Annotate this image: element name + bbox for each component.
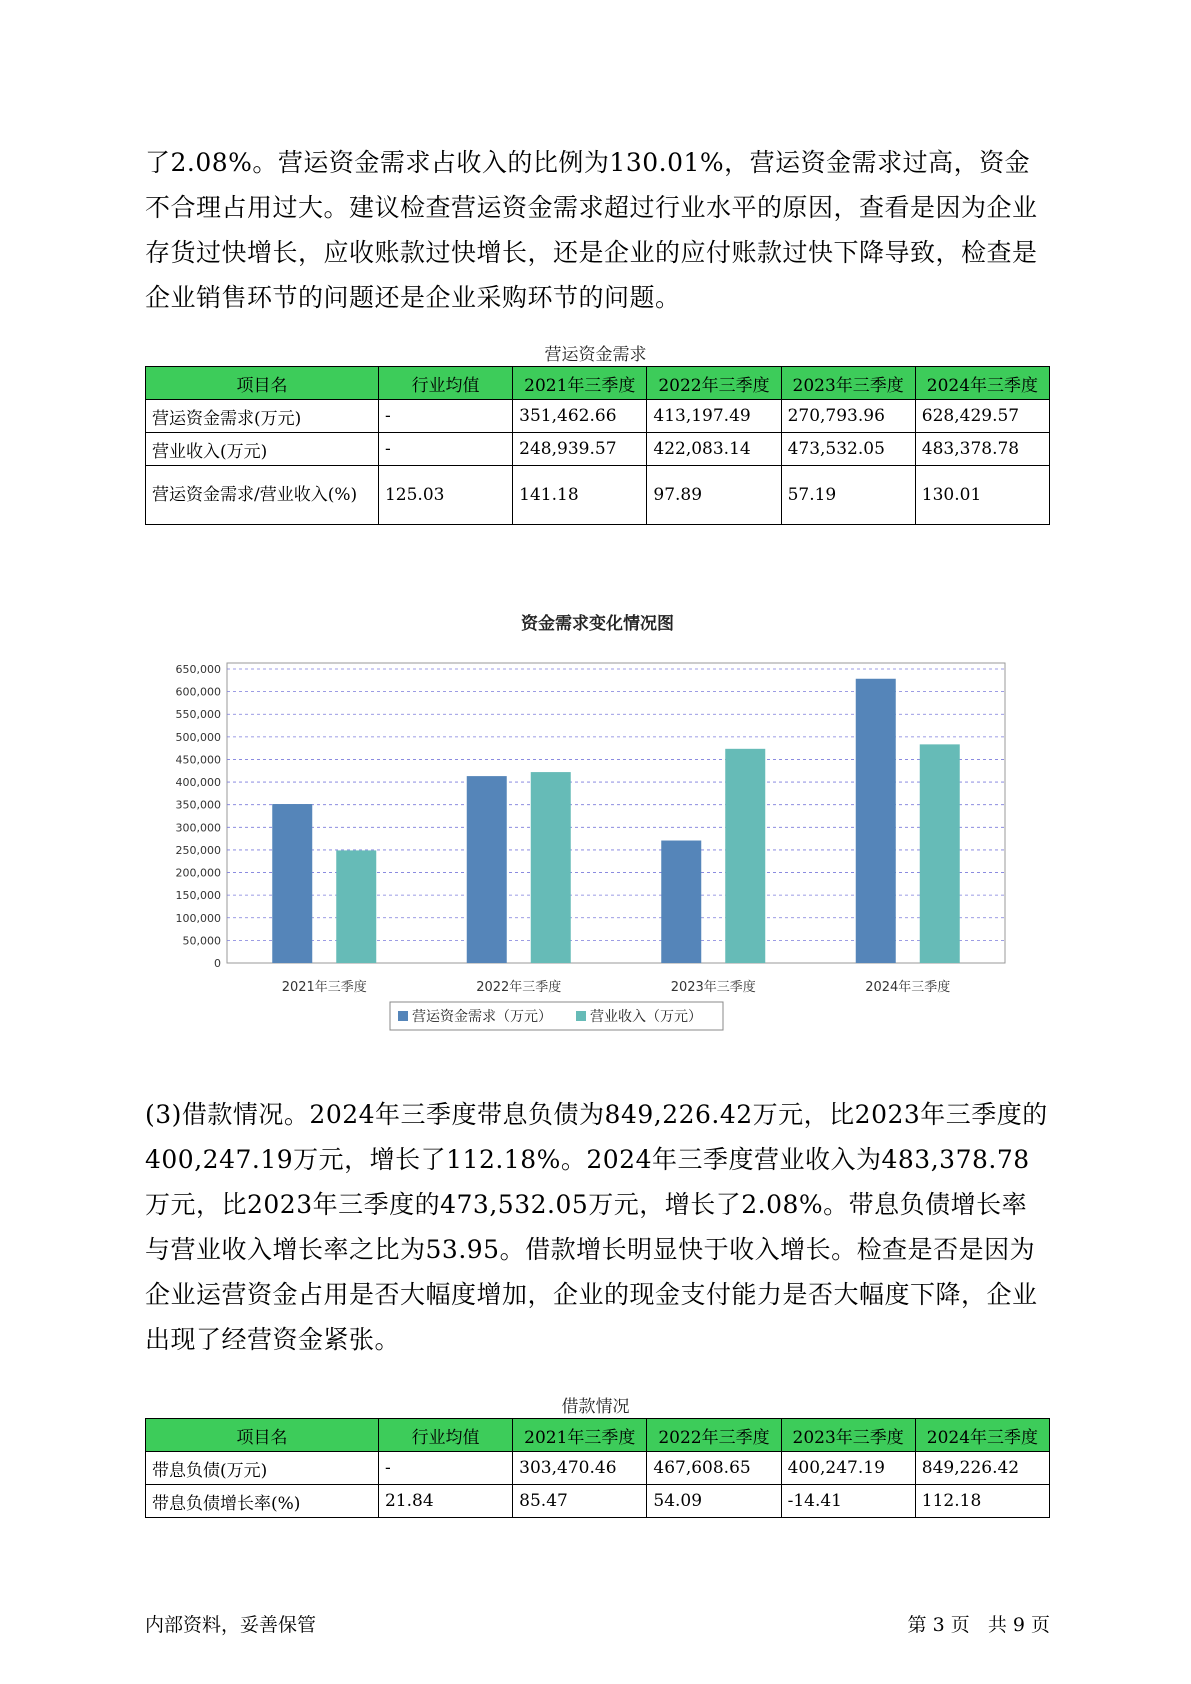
paragraph-borrowing: (3)借款情况。2024年三季度带息负债为849,226.42万元，比2023年三季度的400,247.19万元，增长了112.18%。2024年三季度营业收入为483,378.78万元，比2023年三季度的473,532.05万元，增长了2.08%。带息负债增长率与营业收入增长率之比为53.95。借款增长明显快于收入增长。检查是否是因为企业运营资金占用是否大幅度增加，企业的现金支付能力是否大幅度下降，企业出现了经营资金紧张。 <box>145 1100 1048 1354</box>
y-tick-label: 250,000 <box>175 843 221 857</box>
table-row <box>146 1452 1050 1485</box>
table-cell: 483,378.78 <box>915 433 1049 466</box>
table-cell: 营运资金需求/营业收入(%) <box>146 466 379 525</box>
header-cell: 2022年三季度 <box>647 1419 781 1452</box>
table-cell: 303,470.46 <box>513 1452 647 1485</box>
table-cell: 270,793.96 <box>781 400 915 433</box>
y-tick-label: 650,000 <box>175 663 221 676</box>
footer-page-number: 第 3 页 共 9 页 <box>907 1614 1050 1636</box>
table2-caption: 借款情况 <box>561 1397 630 1417</box>
y-tick-label: 300,000 <box>175 821 221 835</box>
bar <box>725 749 765 963</box>
header-cell: 行业均值 <box>378 367 512 400</box>
y-tick-label: 450,000 <box>175 753 221 767</box>
table-cell: -14.41 <box>781 1485 915 1518</box>
header-cell: 2023年三季度 <box>781 1419 915 1452</box>
y-tick-label: 0 <box>214 957 221 970</box>
y-tick-label: 400,000 <box>175 776 221 790</box>
header-cell: 2021年三季度 <box>513 1419 647 1452</box>
table-cell: - <box>378 1452 512 1485</box>
bar <box>661 841 701 963</box>
table-cell: 141.18 <box>513 466 647 525</box>
table-row <box>146 1485 1050 1518</box>
bar <box>920 744 960 963</box>
table-cell: 21.84 <box>378 1485 512 1518</box>
legend-swatch <box>576 1011 586 1021</box>
table-cell: 125.03 <box>378 466 512 525</box>
table-cell: 400,247.19 <box>781 1452 915 1485</box>
y-tick-label: 100,000 <box>175 911 221 925</box>
header-cell: 2021年三季度 <box>513 367 647 400</box>
header-cell: 行业均值 <box>378 1419 512 1452</box>
table-header-row <box>146 367 1050 400</box>
bar <box>531 772 571 963</box>
header-cell: 2023年三季度 <box>781 367 915 400</box>
header-cell: 2024年三季度 <box>915 1419 1049 1452</box>
table-cell: 营业收入(万元) <box>146 433 379 466</box>
working-capital-table <box>145 366 1050 525</box>
table-row <box>146 466 1050 525</box>
table-cell: 带息负债(万元) <box>146 1452 379 1485</box>
chart-svg <box>145 605 1050 1065</box>
legend-label: 营业收入（万元） <box>590 1009 702 1025</box>
table-cell: 112.18 <box>915 1485 1049 1518</box>
table-row <box>146 433 1050 466</box>
table-cell: 54.09 <box>647 1485 781 1518</box>
y-tick-label: 550,000 <box>175 708 221 722</box>
table-cell: 473,532.05 <box>781 433 915 466</box>
table-cell: 628,429.57 <box>915 400 1049 433</box>
table-cell: 422,083.14 <box>647 433 781 466</box>
footer-confidential-note: 内部资料，妥善保管 <box>145 1614 317 1636</box>
table-cell: 85.47 <box>513 1485 647 1518</box>
table-cell: 413,197.49 <box>647 400 781 433</box>
funding-demand-chart <box>145 605 1050 1065</box>
table-cell: 351,462.66 <box>513 400 647 433</box>
table-cell: 467,608.65 <box>647 1452 781 1485</box>
y-tick-label: 150,000 <box>175 889 221 903</box>
table-cell: 营运资金需求(万元) <box>146 400 379 433</box>
table-cell: 130.01 <box>915 466 1049 525</box>
table-cell: - <box>378 433 512 466</box>
bar <box>467 776 507 963</box>
y-tick-label: 350,000 <box>175 798 221 812</box>
y-tick-label: 50,000 <box>182 934 221 948</box>
chart-title: 资金需求变化情况图 <box>521 614 674 634</box>
table-row <box>146 400 1050 433</box>
header-cell: 2022年三季度 <box>647 367 781 400</box>
table-header-row <box>146 1419 1050 1452</box>
x-tick-label: 2023年三季度 <box>670 980 756 995</box>
header-cell: 项目名 <box>146 1419 379 1452</box>
table-cell: 97.89 <box>647 466 781 525</box>
x-tick-label: 2022年三季度 <box>476 980 562 995</box>
bar <box>272 804 312 963</box>
y-tick-label: 200,000 <box>175 866 221 880</box>
legend-label: 营运资金需求（万元） <box>412 1009 552 1025</box>
table1-caption: 营运资金需求 <box>544 345 647 365</box>
x-tick-label: 2021年三季度 <box>281 980 367 995</box>
table-cell: 带息负债增长率(%) <box>146 1485 379 1518</box>
y-tick-label: 600,000 <box>175 685 221 699</box>
borrowing-table <box>145 1418 1050 1518</box>
x-tick-label: 2024年三季度 <box>865 980 951 995</box>
paragraph-working-capital: 了2.08%。营运资金需求占收入的比例为130.01%，营运资金需求过高，资金不合理占用过大。建议检查营运资金需求超过行业水平的原因，查看是因为企业存货过快增长，应收账款过快增长，还是企业的应付账款过快下降导致，检查是企业销售环节的问题还是企业采购环节的问题。 <box>145 148 1038 312</box>
table-cell: 57.19 <box>781 466 915 525</box>
table-cell: 849,226.42 <box>915 1452 1049 1485</box>
header-cell: 2024年三季度 <box>915 367 1049 400</box>
header-cell: 项目名 <box>146 367 379 400</box>
legend-swatch <box>398 1011 408 1021</box>
table-cell: 248,939.57 <box>513 433 647 466</box>
bar <box>336 850 376 963</box>
y-tick-label: 500,000 <box>175 730 221 744</box>
bar <box>856 679 896 963</box>
table-cell: - <box>378 400 512 433</box>
